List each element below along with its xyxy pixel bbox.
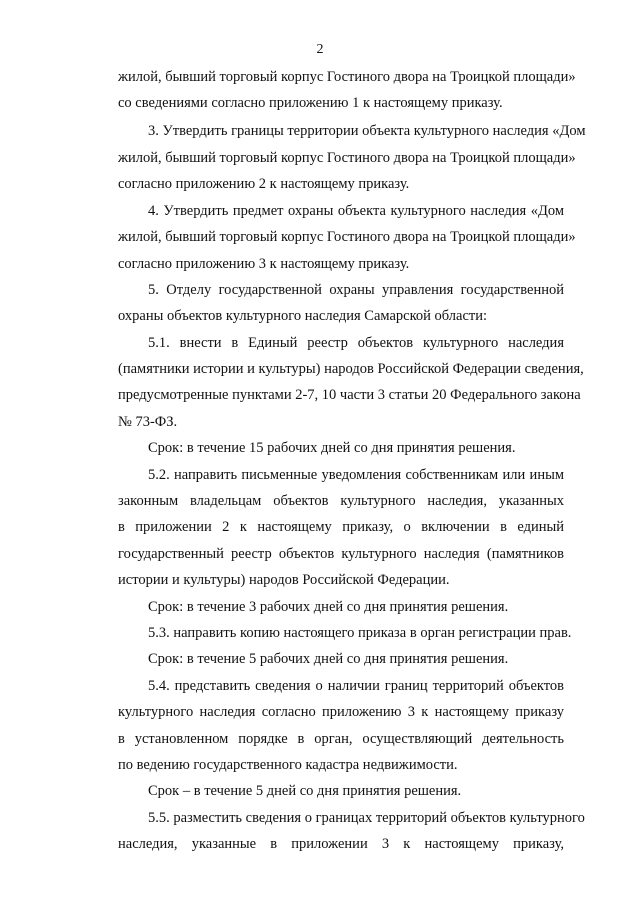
text-line: согласно приложению 3 к настоящему приказу. — [118, 256, 410, 272]
text-line: охраны объектов культурного наследия Самарской области: — [118, 308, 488, 324]
text-line: (памятники истории и культуры) народов Российской Федерации сведения, — [118, 361, 584, 377]
text-line: жилой, бывший торговый корпус Гостиного двора на Троицкой площади» — [118, 69, 576, 85]
text-line: 3. Утвердить границы территории объекта культурного наследия «Дом — [148, 123, 586, 139]
page-number: 2 — [316, 42, 324, 57]
text-line: по ведению государственного кадастра недвижимости. — [118, 757, 458, 773]
text-line: Срок: в течение 15 рабочих дней со дня принятия решения. — [148, 440, 516, 456]
text-line: наследия, указанные в приложении 3 к настоящему приказу, — [118, 836, 564, 852]
text-line: № 73-ФЗ. — [118, 414, 178, 430]
text-line: согласно приложению 2 к настоящему приказу. — [118, 176, 410, 192]
text-line: жилой, бывший торговый корпус Гостиного двора на Троицкой площади» — [118, 229, 576, 245]
text-line: культурного наследия согласно приложению 3 к настоящему приказу — [118, 704, 564, 720]
text-line: 5.4. представить сведения о наличии границ территорий объектов — [148, 678, 564, 694]
text-line: 5.3. направить копию настоящего приказа в орган регистрации прав. — [148, 625, 572, 641]
text-line: в приложении 2 к настоящему приказу, о включении в единый — [118, 519, 564, 535]
text-line: 5.5. разместить сведения о границах территорий объектов культурного — [148, 810, 585, 826]
text-line: государственный реестр объектов культурного наследия (памятников — [118, 546, 564, 562]
text-line: жилой, бывший торговый корпус Гостиного двора на Троицкой площади» — [118, 150, 576, 166]
text-line: 4. Утвердить предмет охраны объекта культурного наследия «Дом — [148, 203, 564, 219]
text-line: со сведениями согласно приложению 1 к настоящему приказу. — [118, 95, 503, 111]
text-line: 5.2. направить письменные уведомления собственникам или иным — [148, 467, 564, 483]
text-line: Срок: в течение 3 рабочих дней со дня принятия решения. — [148, 599, 509, 615]
text-line: 5. Отделу государственной охраны управления государственной — [148, 282, 564, 298]
text-line: Срок: в течение 5 рабочих дней со дня принятия решения. — [148, 651, 509, 667]
text-line: предусмотренные пунктами 2-7, 10 части 3 статьи 20 Федерального закона — [118, 387, 581, 403]
text-line: законным владельцам объектов культурного наследия, указанных — [118, 493, 564, 509]
text-line: в установленном порядке в орган, осуществляющий деятельность — [118, 731, 564, 747]
text-line: Срок – в течение 5 дней со дня принятия решения. — [148, 783, 462, 799]
text-line: 5.1. внести в Единый реестр объектов культурного наследия — [148, 335, 564, 351]
text-line: истории и культуры) народов Российской Федерации. — [118, 572, 450, 588]
